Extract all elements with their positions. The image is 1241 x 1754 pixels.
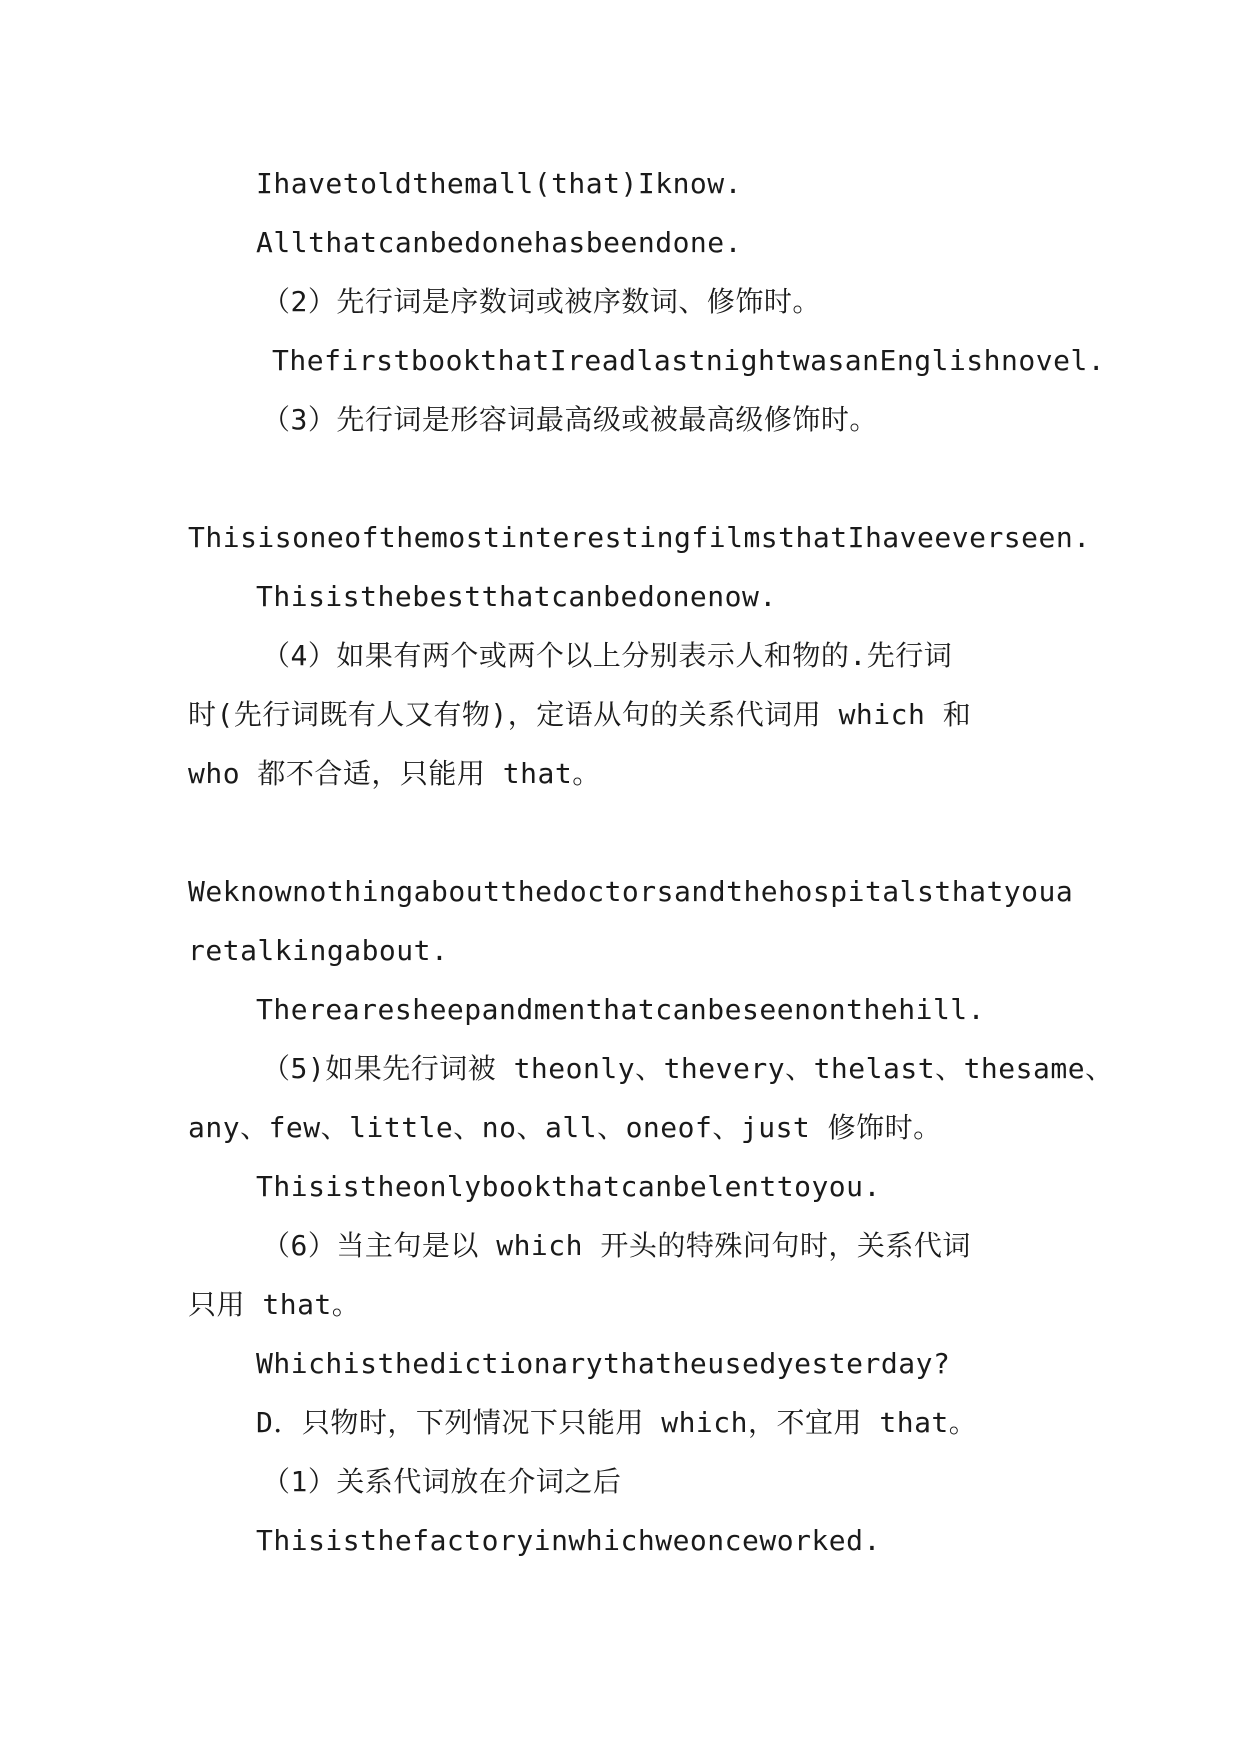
text-line: any、few、little、no、all、oneof、just 修饰时。 [188, 1111, 942, 1144]
text-line: D．只物时，下列情况下只能用 which，不宜用 that。 [256, 1406, 978, 1439]
text-line: （5)如果先行词被 theonly、thevery、thelast、thesame、 [262, 1052, 1114, 1085]
text-line: 只用 that。 [188, 1288, 361, 1321]
text-line: 时(先行词既有人又有物)，定语从句的关系代词用 which 和 [188, 698, 972, 731]
text-line: Therearesheepandmenthatcanbeseenonthehill. [256, 993, 986, 1026]
text-line: ThefirstbookthatIreadlastnightwasanEnglishnovel. [272, 344, 1106, 377]
text-line: （4）如果有两个或两个以上分别表示人和物的.先行词 [262, 639, 953, 672]
text-line: Allthatcanbedonehasbeendone. [256, 226, 743, 259]
text-line: Ihavetoldthemall(that)Iknow. [256, 167, 743, 200]
text-line: Thisisthefactoryinwhichweonceworked. [256, 1524, 881, 1557]
text-line: who 都不合适，只能用 that。 [188, 757, 601, 790]
text-line: ThisisoneofthemostinterestingfilmsthatIhaveeverseen. [188, 521, 1091, 554]
text-line: （2）先行词是序数词或被序数词、修饰时。 [262, 285, 821, 318]
text-line: Thisisthebestthatcanbedonenow. [256, 580, 777, 613]
text-line: （3）先行词是形容词最高级或被最高级修饰时。 [262, 403, 878, 436]
text-line: （1）关系代词放在介词之后 [262, 1465, 622, 1498]
text-line: （6）当主句是以 which 开头的特殊问句时，关系代词 [262, 1229, 971, 1262]
text-line: retalkingabout. [188, 934, 449, 967]
text-line: Weknownothingaboutthedoctorsandthehospitalsthatyoua [188, 875, 1074, 908]
text-line: Whichisthedictionarythatheusedyesterday? [256, 1347, 951, 1380]
text-line: Thisistheonlybookthatcanbelenttoyou. [256, 1170, 881, 1203]
